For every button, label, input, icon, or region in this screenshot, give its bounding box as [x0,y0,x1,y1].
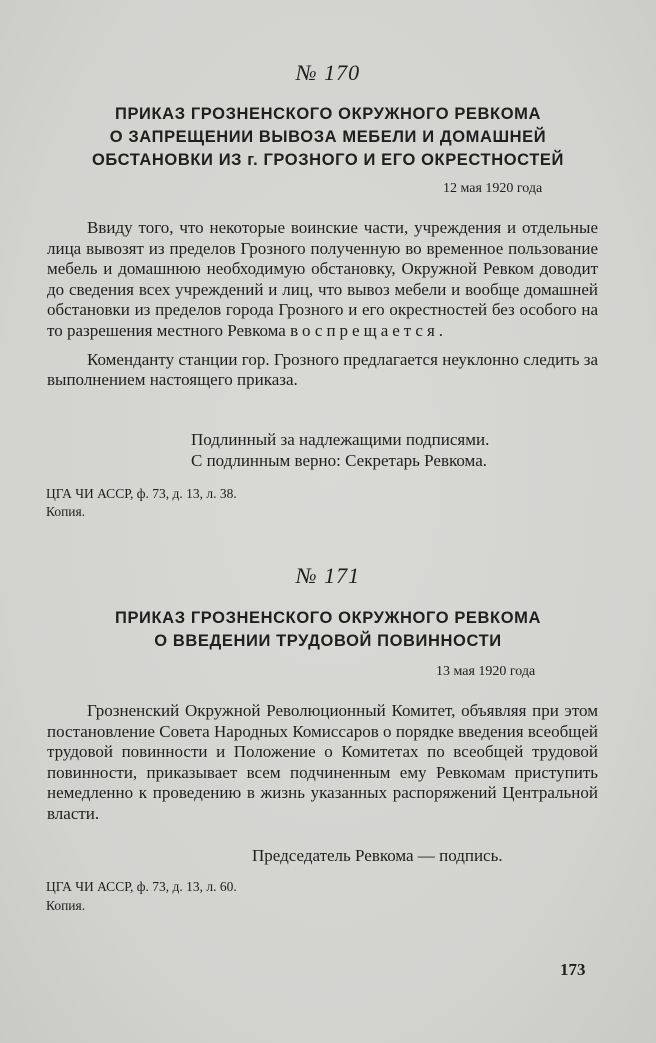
title-line: О ВВЕДЕНИИ ТРУДОВОЙ ПОВИННОСТИ [154,632,502,650]
title-line: ОБСТАНОВКИ ИЗ г. ГРОЗНОГО И ЕГО ОКРЕСТНОСТЕЙ [91,151,564,169]
paragraph [47,218,598,342]
paragraph-text: Ввиду того, что некоторые воинские части, учреждения и отдельные лица вывозят из пределов Грозного полученную во временное пользование мебель и домашнюю необходимую обстановку, Окружной Ревком доводит до сведения всех учреждений и лиц, что вывоз мебели и вообще домашней обстановки из пределов города Грозного и его окрестностей без особого на то разрешения местного Ревкома [47,218,598,340]
paragraph: Коменданту станции гор. Грозного предлагается неуклонно следить за выполнением настоящего приказа. [47,349,598,390]
signature-line: Подлинный за надлежащими подписями. [191,430,490,449]
paragraph: Грозненский Окружной Революционный Комитет, объявляя при этом постановление Совета Народных Комиссаров о порядке введения всеобщей трудовой повинности и Положение о Комитетах по всеобщей трудовой повинности, приказывает всем подчиненным ему Ревкомам приступить немедленно к проведению в жизнь указанных распоряжений Центральной власти. [47,701,598,823]
document-body [47,701,598,825]
document-body [47,218,598,391]
signature-line: С подлинным верно: Секретарь Ревкома. [191,451,487,470]
title-line: О ЗАПРЕЩЕНИИ ВЫВОЗА МЕБЕЛИ И ДОМАШНЕЙ [109,128,547,146]
archive-source: ЦГА ЧИ АССР, ф. 73, д. 13, л. 38. [46,486,237,501]
document-number: № 171 [295,563,361,588]
document-title [40,103,616,172]
title-line: ПРИКАЗ ГРОЗНЕНСКОГО ОКРУЖНОГО РЕВКОМА [114,105,542,123]
document-date: 12 мая 1920 года [443,181,543,196]
signature-line: Председатель Ревкома — подпись. [252,846,503,865]
document-date: 13 мая 1920 года [436,664,536,679]
document-title [40,607,616,653]
title-line: ПРИКАЗ ГРОЗНЕНСКОГО ОКРУЖНОГО РЕВКОМА [114,609,542,627]
document-number: № 170 [295,60,361,85]
spaced-word: воспрещается. [290,320,448,340]
copy-note: Копия. [46,898,86,913]
page-number: 173 [560,960,586,979]
archive-source: ЦГА ЧИ АССР, ф. 73, д. 13, л. 60. [46,879,237,894]
copy-note: Копия. [46,504,86,519]
